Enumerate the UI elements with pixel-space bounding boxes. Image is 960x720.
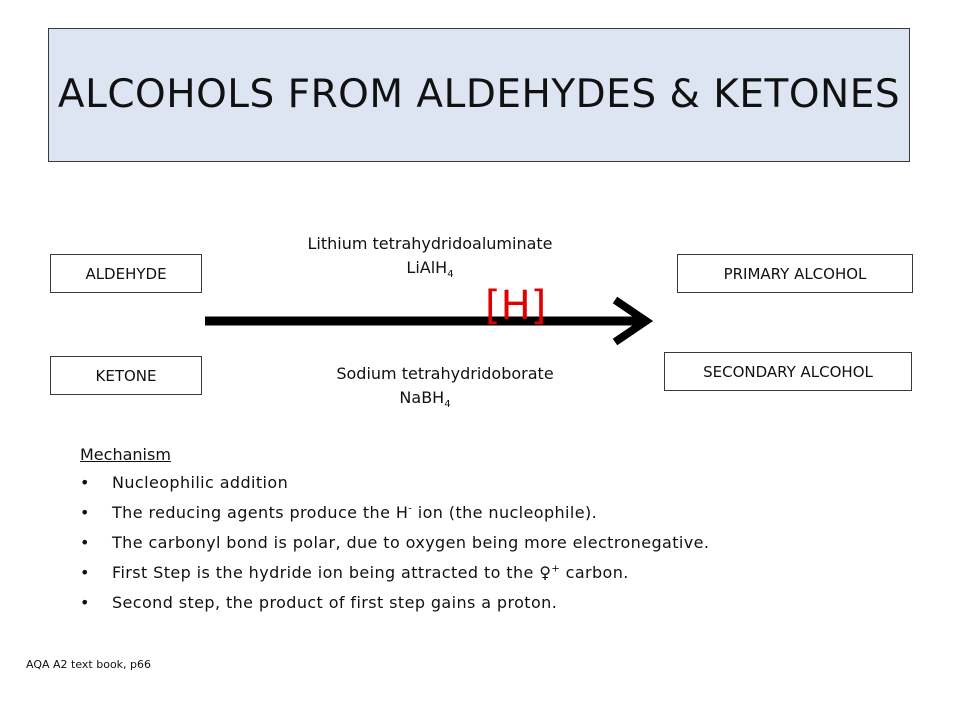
reagent-top-name: Lithium tetrahydridoaluminate — [307, 234, 553, 253]
bullet-icon: • — [80, 473, 90, 492]
mechanism-item: • Nucleophilic addition — [80, 468, 709, 498]
title-box — [48, 28, 910, 162]
reagent-bottom-formula: NaBH$_4$ — [399, 388, 451, 411]
mechanism-list — [80, 468, 709, 618]
slide-title: ALCOHOLS FROM ALDEHYDES & KETONES — [57, 72, 901, 117]
mechanism-item: • Second step, the product of first step gains a proton. — [80, 588, 709, 618]
ketone-box: KETONE — [50, 356, 202, 395]
reagent-top — [255, 232, 605, 280]
mechanism-item: • The carbonyl bond is polar, due to oxygen being more electronegative. — [80, 528, 709, 558]
reaction-arrow-icon — [205, 296, 660, 348]
reagent-bottom — [270, 362, 620, 410]
bullet-icon: • — [80, 503, 90, 522]
secondary-alcohol-box: SECONDARY ALCOHOL — [664, 352, 912, 391]
reagent-top-formula: LiAlH$_4$ — [406, 258, 454, 281]
bullet-icon: • — [80, 533, 90, 552]
mechanism-item: • First Step is the hydride ion being attracted to the ♀+ carbon. — [80, 558, 709, 588]
bullet-icon: • — [80, 563, 90, 582]
mechanism-heading: Mechanism — [80, 445, 171, 464]
aldehyde-box: ALDEHYDE — [50, 254, 202, 293]
delta-symbol: ♀ — [539, 563, 552, 582]
reducing-agent-label: [H] — [485, 283, 547, 329]
source-citation: AQA A2 text book, p66 — [26, 658, 152, 671]
primary-alcohol-box: PRIMARY ALCOHOL — [677, 254, 913, 293]
bullet-icon: • — [80, 593, 90, 612]
reagent-bottom-name: Sodium tetrahydridoborate — [336, 364, 554, 383]
mechanism-section — [80, 442, 709, 618]
mechanism-item: • The reducing agents produce the H- ion (the nucleophile). — [80, 498, 709, 528]
